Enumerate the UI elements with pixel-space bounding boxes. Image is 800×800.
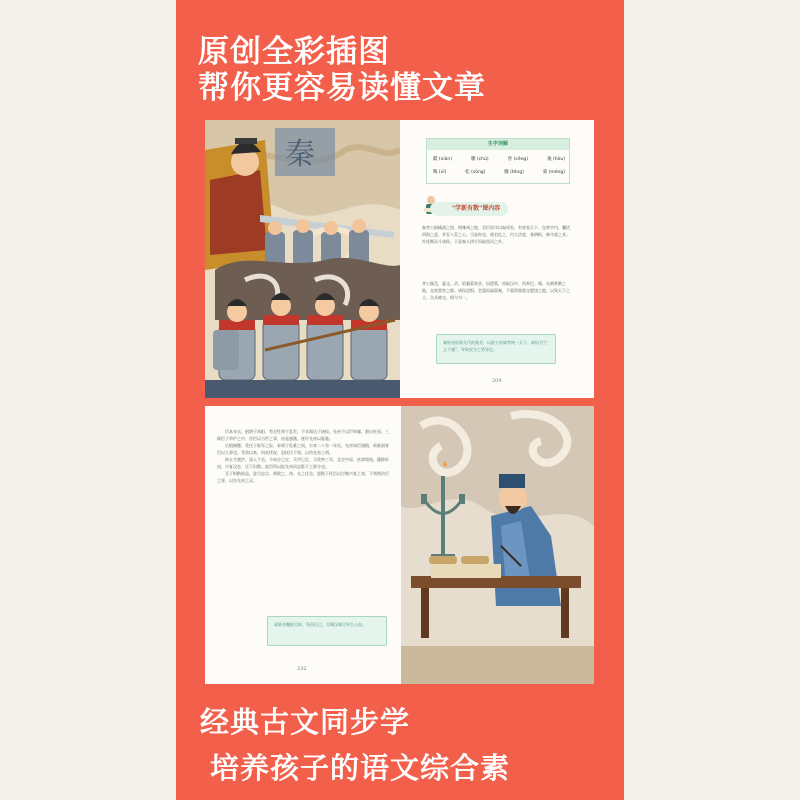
body-paragraph: 秦孝公据崤函之固，拥雍州之地，君臣固守以窥周室，有席卷天下，包举宇内，囊括四海之意，并吞八荒之心。当是时也，商君佐之，内立法度，务耕织，修守战之具；外连衡而斗诸侯。于是秦人拱手而取西河之外。: [422, 225, 570, 244]
promo-headline: 培养孩子的语文综合素: [210, 751, 511, 785]
body-text: [217, 428, 389, 484]
section-tag: "学新有数"课内容: [430, 202, 508, 216]
book-page-illustration-scholar: [401, 406, 594, 684]
book-page-text: [205, 406, 401, 684]
body-paragraph: 孝公既没，惠文、武、昭襄蒙故业，因遗策，南取汉中，西举巴、蜀，东割膏腴之地，北收要害之郡。诸侯恐惧，会盟而谋弱秦，不爱珍器重宝肥饶之地，以致天下之士，合从缔交，相与为一。: [422, 281, 570, 300]
vocabulary-row: [433, 169, 565, 175]
summary-note: 诸葛亮鞠躬尽瘁、死而后已，为蜀汉倾尽毕生心血。: [267, 616, 387, 646]
book-page-text: [400, 120, 594, 398]
svg-text:秦: 秦: [285, 137, 315, 172]
vocabulary-title: 生字词解: [427, 139, 569, 150]
body-paragraph: 故五月渡泸，深入不毛。今南方已定，兵甲已足，当奖率三军，北定中原，庶竭驽钝，攘除奸凶，兴复汉室，还于旧都。此臣所以报先帝而忠陛下之职分也。: [217, 457, 389, 469]
vocabulary-item: 獻 (xiàn): [433, 157, 452, 162]
warriors-illustration: [205, 120, 400, 398]
vocabulary-item: 蒙 (méng): [542, 170, 565, 175]
vocabulary-item: 後 (hòu): [547, 157, 565, 162]
promo-headline: 原创全彩插图: [198, 34, 390, 70]
promo-headline: 帮你更容易读懂文章: [198, 70, 486, 106]
summary-note: 秦始皇依靠先代的基业，以最大的威势统一天下。却因为"仁义不施"，导致攻守之势异也。: [436, 334, 556, 364]
body-paragraph: 后值倾覆，受任于败军之际，奉命于危难之间，尔来二十有一年矣。先帝知臣谨慎，故临崩寄臣以大事也。受命以来，夙夜忧叹，恐托付不效，以伤先帝之明。: [217, 443, 389, 455]
body-paragraph: 臣本布衣，躬耕于南阳，苟全性命于乱世，不求闻达于诸侯。先帝不以臣卑鄙，猥自枉屈，三顾臣于草庐之中，咨臣以当世之事，由是感激，遂许先帝以驱驰。: [217, 429, 389, 441]
page-number: 232: [297, 666, 307, 672]
vocabulary-row: [433, 156, 565, 162]
vocabulary-item: 松 (sōng): [465, 170, 486, 175]
page-number: 209: [492, 378, 502, 384]
vocabulary-item: 曾 (céng): [507, 157, 529, 162]
vocabulary-item: 雛 (chú): [471, 157, 489, 162]
vocabulary-item: 騰 (téng): [504, 170, 524, 175]
vocabulary-box: [426, 138, 570, 184]
book-page-illustration-warriors: [205, 120, 400, 398]
body-paragraph: 至于斟酌损益，进尽忠言，则攸之、祎、允之任也。愿陛下托臣以讨贼兴复之效，不效则治臣之罪，以告先帝之灵。: [217, 471, 389, 483]
scholar-illustration: [401, 406, 594, 684]
vocabulary-item: 稀 (xī): [433, 170, 447, 175]
promo-headline: 经典古文同步学: [200, 705, 411, 739]
